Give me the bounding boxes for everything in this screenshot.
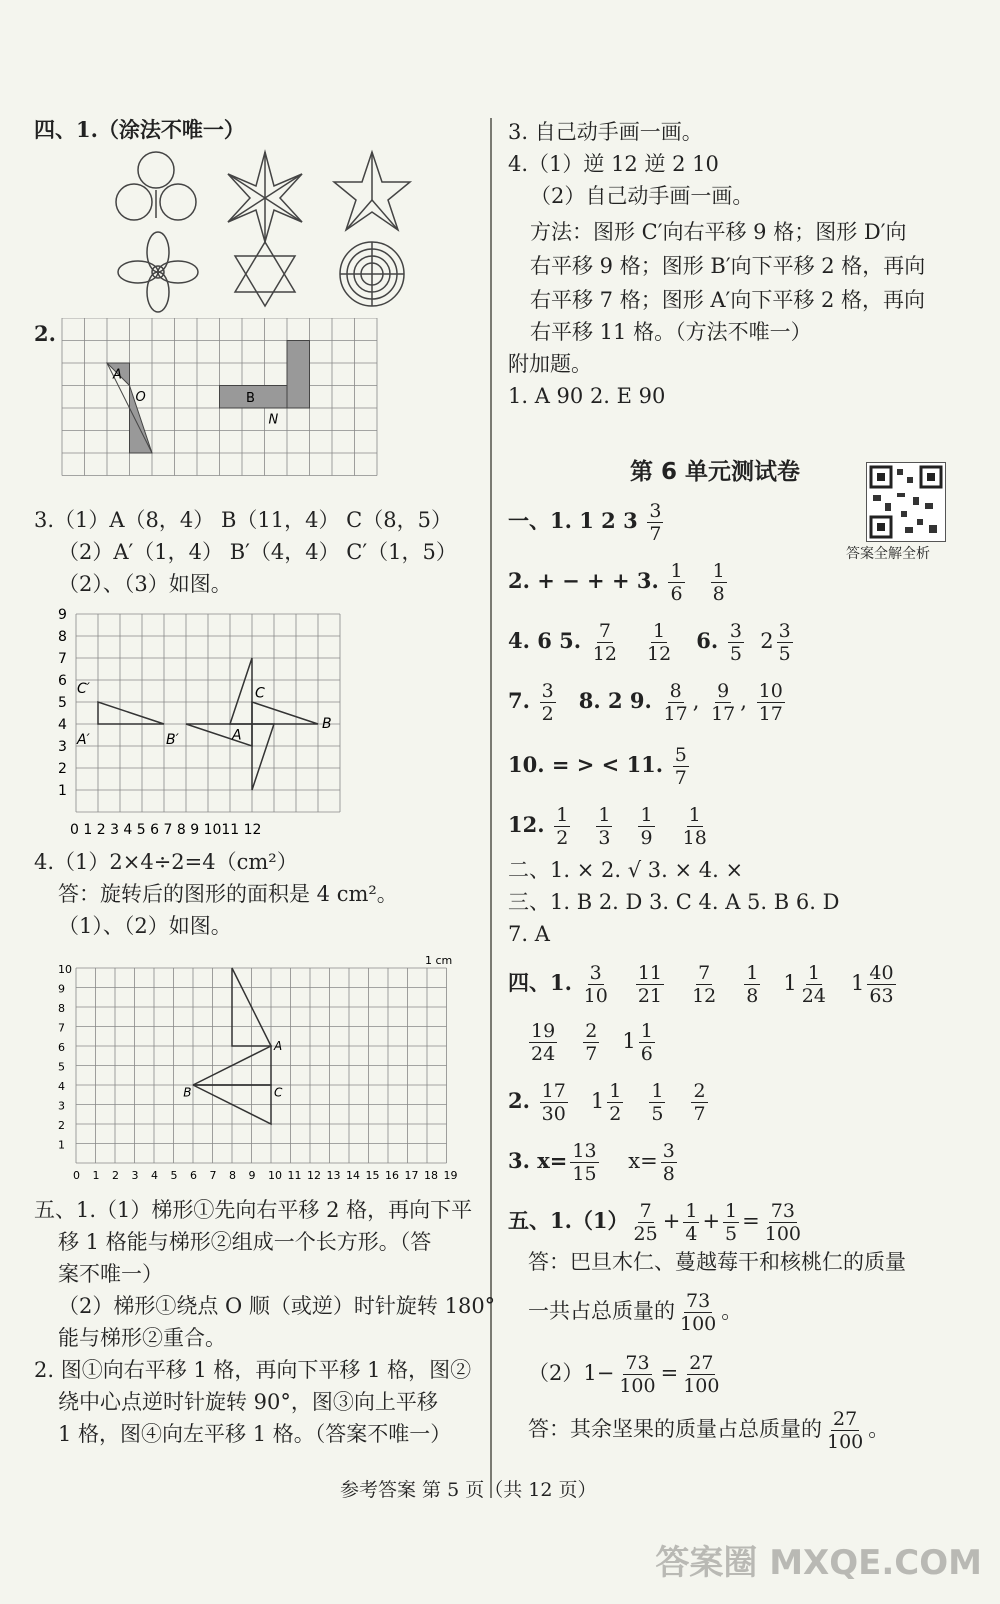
y-tick: 8	[58, 629, 67, 645]
sec1-line4: 7. $\frac{3}{2}$ 8. 2 9. $\frac{8}{17}$ , $\frac{9}{17}$ , $\frac{10}{17}$	[508, 680, 783, 725]
frac-q3	[649, 1080, 665, 1125]
y-tick: 9	[58, 982, 65, 996]
num: 3	[778, 620, 791, 642]
den: 17	[711, 703, 736, 725]
sec5-label: 五、1.（1）	[508, 1208, 629, 1233]
frac-q2	[607, 1080, 623, 1125]
den: 7	[649, 523, 662, 545]
y-tick: 9	[58, 607, 67, 623]
sec5-ans1: 答：巴旦木仁、蔓越莓干和核桃仁的质量	[528, 1250, 906, 1274]
frac-n5	[800, 962, 828, 1007]
x-tick: 16	[385, 1169, 399, 1182]
den: 24	[801, 985, 826, 1007]
x-tick: 15	[365, 1169, 380, 1182]
left-q3-3: （2）、（3）如图。	[58, 572, 232, 596]
sec4-line2	[526, 1020, 658, 1065]
frac-z1	[678, 1290, 718, 1335]
frac-q4	[691, 1080, 707, 1125]
x-tick: 19	[443, 1169, 458, 1182]
x-tick: 7	[209, 1169, 217, 1182]
extra-title: 附加题。	[508, 352, 592, 376]
num: 2	[585, 1020, 598, 1042]
x-tick: 3	[131, 1169, 139, 1182]
q10-label: 10. = > < 11.	[508, 752, 664, 777]
den: 8	[662, 1163, 675, 1185]
den: 6	[640, 1043, 653, 1065]
num: 10	[758, 680, 783, 702]
flower-star-shape	[228, 152, 302, 242]
den: 2	[609, 1103, 622, 1125]
den: 9	[640, 827, 653, 849]
sec1-line1	[508, 500, 666, 545]
sec5-line2: （2）1− $\frac{73}{100}$ = $\frac{27}{100}$	[528, 1352, 720, 1397]
sec4-q2-label: 2.	[508, 1088, 530, 1113]
num: 1	[640, 1020, 653, 1042]
whole-o3: 1	[622, 1029, 636, 1053]
y-tick: 7	[58, 1021, 65, 1035]
frac-y2	[683, 1200, 699, 1245]
watermark: 答案圈 MXQE.COM	[655, 1543, 982, 1583]
right-q4d: 右平移 9 格；图形 B′向下平移 2 格，再向	[530, 254, 926, 278]
den: 7	[693, 1103, 706, 1125]
den: 12	[692, 985, 717, 1007]
y-tick: 10	[58, 963, 72, 976]
label-a: A	[274, 1039, 283, 1053]
frac-y4	[763, 1200, 803, 1245]
left-q5-2c: 1 格，图④向左平移 1 格。（答案不唯一）	[58, 1422, 452, 1446]
x-tick: 1	[92, 1169, 100, 1182]
frac-x2	[661, 1140, 677, 1185]
left-q4-answer: 答：旋转后的图形的面积是 4 cm²。	[58, 882, 398, 906]
frac-m2	[596, 804, 612, 849]
num: 7	[698, 962, 711, 984]
left-q5-2b: 绕中心点逆时针旋转 90°，图③向上平移	[58, 1390, 438, 1414]
right-q4c: 方法：图形 C′向右平移 9 格；图形 D′向	[530, 220, 907, 244]
qr-code[interactable]	[866, 462, 946, 542]
triangle-prime	[98, 702, 164, 724]
den: 30	[541, 1103, 566, 1125]
num: 1	[807, 962, 820, 984]
label-b1: B′	[166, 731, 179, 748]
num: 5	[674, 744, 687, 766]
den: 17	[758, 703, 783, 725]
den: 17	[663, 703, 688, 725]
x-tick: 17	[404, 1169, 419, 1182]
num: 3	[589, 962, 602, 984]
den: 7	[674, 767, 687, 789]
qr-caption: 答案全解全析	[846, 546, 930, 562]
column-divider	[490, 118, 492, 1498]
num: 1	[712, 560, 725, 582]
sec1-line3-text: 4. 6 5.	[508, 628, 582, 653]
y-tick: 2	[58, 761, 67, 777]
sec1-line3	[508, 620, 796, 665]
sec1-line2	[508, 560, 730, 605]
frac-a	[647, 500, 663, 545]
y-tick: 8	[58, 1002, 65, 1015]
den: 5	[651, 1103, 664, 1125]
page-footer: 参考答案 第 5 页（共 12 页）	[340, 1479, 597, 1501]
den: 100	[764, 1223, 802, 1245]
frac-c	[711, 560, 727, 605]
num: 1	[725, 1200, 738, 1222]
num: 1	[640, 804, 653, 826]
label-b: B	[183, 1085, 192, 1100]
frac-g	[777, 620, 793, 665]
sec5-q2-label: （2）1−	[528, 1361, 615, 1385]
frac-o2	[583, 1020, 599, 1065]
den: 12	[592, 643, 617, 665]
sec4-line4	[508, 1140, 680, 1185]
num: 1	[746, 962, 759, 984]
label-n: N	[268, 412, 279, 428]
den: 63	[869, 985, 894, 1007]
sec4-q3-x2-label: x=	[628, 1149, 658, 1173]
left-q4-1b: 4.（1）2×4÷2=4（cm²）	[34, 850, 298, 874]
frac-o1	[529, 1020, 557, 1065]
num: 1	[653, 620, 666, 642]
frac-m1	[554, 804, 570, 849]
symmetric-shapes	[110, 146, 420, 316]
frac-q1	[540, 1080, 568, 1125]
sec1-line2-text: 2. + − + + 3.	[508, 568, 659, 593]
right-q4f: 右平移 11 格。（方法不唯一）	[530, 320, 812, 344]
num: 13	[572, 1140, 597, 1162]
frac-e	[645, 620, 673, 665]
frac-z2	[617, 1352, 657, 1397]
left-q5-2a: 2. 图①向右平移 1 格，再向下平移 1 格，图②	[34, 1358, 472, 1382]
label-c1: C′	[77, 681, 90, 698]
hexagram-shape	[235, 242, 295, 306]
rect-vertical	[287, 341, 310, 409]
grid-q2	[60, 318, 380, 494]
y-tick: 3	[58, 739, 67, 755]
sec5-ans3-text: 答：其余坚果的质量占总质量的	[528, 1417, 822, 1441]
triangle-rot3	[252, 724, 274, 790]
five-star-shape	[334, 152, 410, 230]
label-a1: A′	[77, 731, 90, 748]
frac-y3	[723, 1200, 739, 1245]
sec4-label: 四、1.	[508, 970, 572, 995]
frac-z3	[681, 1352, 721, 1397]
frac-o3	[639, 1020, 655, 1065]
label-o: O	[135, 389, 146, 405]
den: 100	[683, 1375, 720, 1397]
x-ticks: 0 1 2 3 4 5 6 7 8 9 1011 12	[70, 822, 262, 838]
unit-label: 1 cm	[425, 954, 453, 967]
x-tick: 4	[151, 1169, 158, 1182]
num: 1	[556, 804, 569, 826]
x-tick: 2	[112, 1169, 119, 1182]
num: 40	[869, 962, 894, 984]
den: 15	[572, 1163, 597, 1185]
frac-l	[673, 744, 689, 789]
clover-shape	[116, 152, 196, 220]
den: 5	[778, 643, 791, 665]
den: 100	[827, 1431, 864, 1453]
x-tick: 9	[248, 1169, 256, 1182]
y-tick: 1	[58, 1138, 65, 1152]
x-tick: 0	[73, 1169, 80, 1182]
frac-n4	[744, 962, 760, 1007]
x-tick: 13	[326, 1169, 341, 1182]
num: 9	[717, 680, 730, 702]
frac-n2	[636, 962, 664, 1007]
left-q5-1d: （2）梯形①绕点 O 顺（或逆）时针旋转 180°	[58, 1294, 496, 1318]
sec4-line3	[508, 1080, 711, 1125]
frac-f	[728, 620, 744, 665]
right-q4e: 右平移 7 格；图形 A′向下平移 2 格，再向	[530, 288, 926, 312]
den: 24	[531, 1043, 556, 1065]
y-tick: 7	[58, 651, 67, 667]
num: 1	[609, 1080, 622, 1102]
frac-x1	[570, 1140, 598, 1185]
whole-n5: 1	[783, 971, 797, 995]
right-q4b: （2）自己动手画一画。	[530, 184, 754, 208]
sec5-ans2: 一共占总质量的 $\frac{73}{100}$ 。	[528, 1290, 743, 1335]
num: 19	[531, 1020, 556, 1042]
left-q5-1b: 移 1 格能与梯形②组成一个长方形。（答	[58, 1230, 432, 1254]
sec4-q3-label: 3. x=	[508, 1148, 568, 1173]
den: 10	[583, 985, 608, 1007]
y-tick: 1	[58, 783, 67, 799]
num: 7	[598, 620, 611, 642]
q12-label: 12.	[508, 812, 545, 837]
y-tick: 5	[58, 695, 67, 711]
sec2: 二、1. × 2. √ 3. × 4. ×	[508, 858, 744, 882]
unit-title: 第 6 单元测试卷	[630, 459, 801, 485]
num: 73	[625, 1352, 650, 1374]
den: 3	[598, 827, 611, 849]
x-tick: 14	[346, 1169, 360, 1182]
q6-label: 6.	[696, 628, 719, 653]
frac-m4	[681, 804, 709, 849]
num: 1	[688, 804, 701, 826]
sec5-ans3: 答：其余坚果的质量占总质量的 $\frac{27}{100}$ 。	[528, 1408, 890, 1453]
frac-b	[668, 560, 684, 605]
x-tick: 11	[287, 1169, 302, 1182]
left-q3-1: 3.（1）A（8，4） B（11，4） C（8，5）	[34, 508, 452, 532]
y-tick: 5	[58, 1060, 65, 1074]
y-tick: 4	[58, 1080, 65, 1093]
q8-label: 8. 2 9.	[578, 688, 652, 713]
sec1-line5	[508, 744, 692, 789]
den: 18	[682, 827, 707, 849]
frac-n3	[690, 962, 718, 1007]
den: 5	[725, 1223, 738, 1245]
label-a: A	[113, 367, 122, 383]
right-q3: 3. 自己动手画一画。	[508, 120, 703, 144]
num: 11	[637, 962, 663, 984]
frac-j	[709, 680, 737, 725]
left-q3-2: （2）A′（1，4） B′（4，4） C′（1，5）	[58, 540, 457, 564]
left-q4-1: 四、1.（涂法不唯一）	[34, 117, 245, 142]
grid-q4	[56, 950, 468, 1190]
right-q4a: 4.（1）逆 12 逆 2 10	[508, 152, 719, 176]
num: 1	[670, 560, 683, 582]
y-tick: 6	[58, 673, 67, 689]
frac-h	[540, 680, 556, 725]
frac-d	[591, 620, 619, 665]
left-q5-1c: 案不唯一）	[58, 1262, 163, 1286]
den: 5	[729, 643, 742, 665]
num: 73	[770, 1200, 795, 1222]
triangle-rot1	[230, 658, 252, 724]
den: 100	[680, 1313, 717, 1335]
den: 100	[619, 1375, 656, 1397]
num: 1	[651, 1080, 664, 1102]
whole-g: 2	[760, 629, 774, 653]
frac-z4	[825, 1408, 865, 1453]
y-tick: 3	[58, 1099, 65, 1113]
sec3b: 7. A	[508, 922, 550, 946]
y-tick: 6	[58, 1041, 65, 1054]
num: 73	[686, 1290, 711, 1312]
num: 3	[662, 1140, 675, 1162]
num: 27	[689, 1352, 714, 1374]
num: 3	[541, 680, 554, 702]
y-tick: 2	[58, 1119, 65, 1132]
label-a: A	[232, 727, 242, 744]
whole-q2: 1	[590, 1089, 605, 1113]
x-tick: 8	[229, 1169, 236, 1182]
num: 27	[833, 1408, 858, 1430]
den: 7	[585, 1043, 598, 1065]
flower-shape	[118, 232, 198, 312]
num: 3	[729, 620, 742, 642]
sec5-line1: 五、1.（1） $\frac{7}{25}$ + $\frac{1}{4}$ + $\frac{1}{5}$ = $\frac{73}{100}$	[508, 1200, 802, 1245]
x-tick: 10	[268, 1169, 282, 1182]
sec3: 三、1. B 2. D 3. C 4. A 5. B 6. D	[508, 890, 840, 914]
q7-label: 7.	[508, 688, 530, 713]
num: 1	[685, 1200, 698, 1222]
left-q5-1a: 五、1.（1）梯形①先向右平移 2 格，再向下平	[34, 1198, 473, 1222]
den: 25	[633, 1223, 658, 1245]
triangle-abc	[252, 702, 318, 724]
label-c: C	[255, 685, 265, 702]
num: 17	[541, 1080, 566, 1102]
num: 8	[669, 680, 682, 702]
grid-q3	[56, 604, 366, 840]
qr-code-pattern	[867, 463, 945, 541]
left-q2: 2.	[34, 321, 56, 346]
target-circle-shape	[340, 242, 404, 306]
sec5-ans2-text: 一共占总质量的	[528, 1299, 675, 1323]
frac-i	[662, 680, 690, 725]
num: 1	[598, 804, 611, 826]
den: 8	[746, 985, 759, 1007]
label-b: B	[246, 390, 255, 406]
frac-n1	[582, 962, 610, 1007]
den: 2	[556, 827, 569, 849]
den: 12	[647, 643, 672, 665]
sec1-line6	[508, 804, 712, 849]
num: 2	[693, 1080, 706, 1102]
num: 3	[649, 500, 662, 522]
x-tick: 5	[170, 1169, 178, 1182]
num: 7	[639, 1200, 652, 1222]
x-tick: 6	[190, 1169, 197, 1182]
x-tick: 12	[307, 1169, 321, 1182]
whole-n6: 1	[851, 971, 865, 995]
left-q5-1e: 能与梯形②重合。	[58, 1326, 226, 1350]
den: 8	[712, 583, 725, 605]
den: 4	[685, 1223, 698, 1245]
frac-y1	[632, 1200, 660, 1245]
x-tick: 18	[424, 1169, 438, 1182]
left-q4-3: （1）、（2）如图。	[58, 914, 232, 938]
extra-q1: 1. A 90 2. E 90	[508, 384, 666, 408]
frac-k	[757, 680, 785, 725]
sec1-line1-text: 一、1. 1 2 3	[508, 508, 638, 533]
frac-n6	[867, 962, 895, 1007]
label-c: C	[274, 1085, 283, 1100]
den: 6	[670, 583, 683, 605]
y-tick: 4	[58, 717, 67, 733]
frac-m3	[638, 804, 654, 849]
triangle-rot2	[186, 724, 252, 746]
den: 2	[541, 703, 554, 725]
label-b: B	[322, 716, 332, 732]
sec4-line1	[508, 962, 899, 1007]
den: 21	[637, 985, 663, 1007]
